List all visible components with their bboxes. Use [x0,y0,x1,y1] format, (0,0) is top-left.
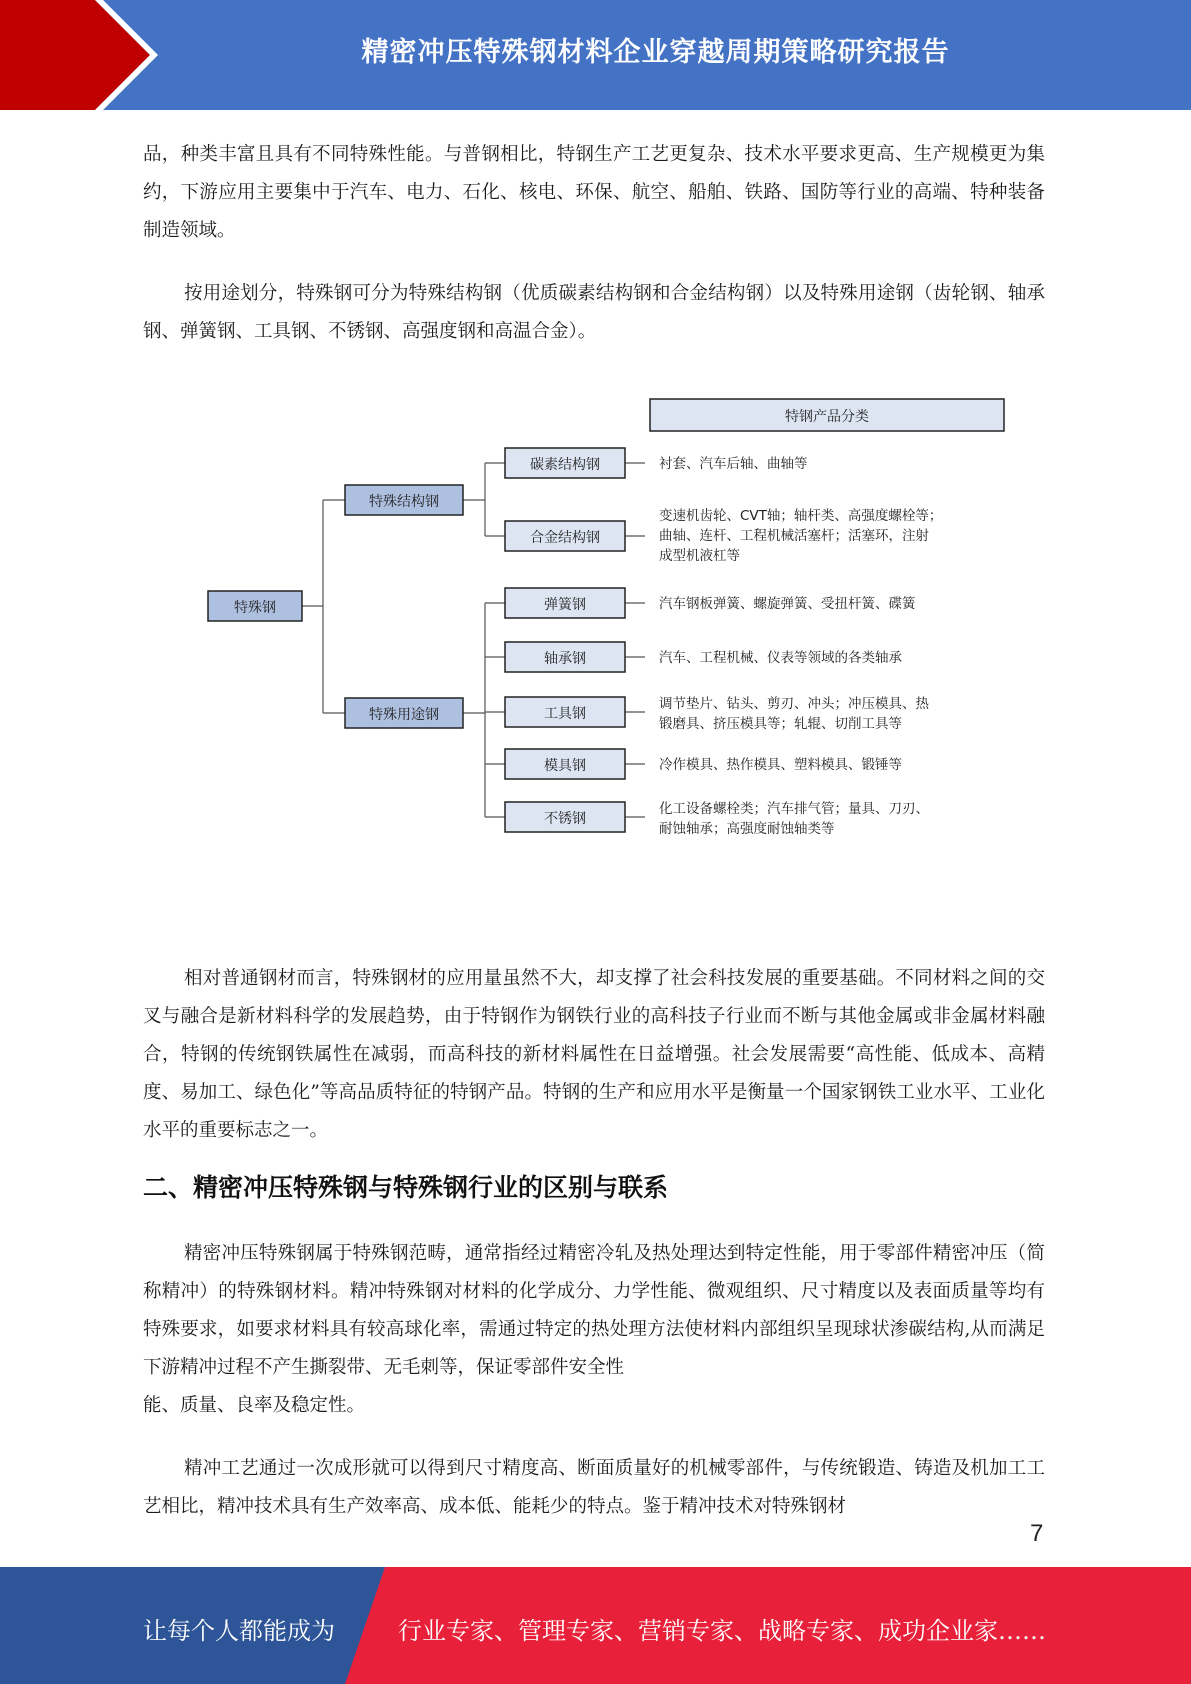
paragraph-4: 精密冲压特殊钢属于特殊钢范畴，通常指经过精密冷轧及热处理达到特定性能，用于零部件精密冲压（简称精冲）的特殊钢材料。精冲特殊钢对材料的化学成分、力学性能、微观组织、尺寸精度以及表面质量等均有特殊要求，如要求材料具有较高球化率，需通过特定的热处理方法使材料内部组织呈现球状渗碳结构,从而满足下游精冲过程不产生撕裂带、无毛刺等，保证零部件安全性 [143,1243,1045,1378]
desc-die-steel: 冷作模具、热作模具、塑料模具、锻锤等 [659,757,902,773]
header-band [0,0,1191,110]
desc-stainless-steel-line-2: 耐蚀轴承；高强度耐蚀轴类等 [659,821,835,837]
desc-alloy-steel-line-3: 成型机液杠等 [659,548,740,564]
paragraph-4-end: 能、质量、良率及稳定性。 [143,1395,366,1416]
desc-stainless-steel-line-1: 化工设备螺栓类；汽车排气管；量具、刀刃、 [659,801,929,817]
node-stainless-steel [505,802,625,832]
node-spring-steel [505,588,625,618]
paragraph-1: 品，种类丰富且具有不同特殊性能。与普钢相比，特钢生产工艺更复杂、技术水平要求更高、生产规模更为集约，下游应用主要集中于汽车、电力、石化、核电、环保、航空、船舶、铁路、国防等行业的高端、特种装备制造领域。 [143,144,1045,241]
node-die-steel-label: 模具钢 [544,758,586,774]
node-stainless-steel-label: 不锈钢 [544,811,586,827]
application-descriptions [659,456,942,837]
section-heading: 二、精密冲压特殊钢与特殊钢行业的区别与联系 [143,1173,669,1202]
steel-classification-diagram [195,390,1015,840]
legend-label: 特钢产品分类 [785,409,869,425]
node-carbon-steel-label: 碳素结构钢 [530,457,600,473]
desc-bearing-steel: 汽车、工程机械、仪表等领域的各类轴承 [659,650,902,666]
footer-slogan-left: 让每个人都能成为 [143,1617,335,1645]
paragraph-2: 按用途划分，特殊钢可分为特殊结构钢（优质碳素结构钢和合金结构钢）以及特殊用途钢（齿轮钢、轴承钢、弹簧钢、工具钢、不锈钢、高强度钢和高温合金）。 [143,283,1045,342]
node-tool-steel [505,697,625,727]
footer-band [0,1567,1191,1684]
header-red-arrow [0,0,150,110]
paragraph-5: 精冲工艺通过一次成形就可以得到尺寸精度高、断面质量好的机械零部件，与传统锻造、铸造及机加工工艺相比，精冲技术具有生产效率高、成本低、能耗少的特点。鉴于精冲技术对特殊钢材 [143,1458,1045,1517]
desc-tool-steel-line-1: 调节垫片、钻头、剪刃、冲头；冲压模具、热 [659,696,929,712]
node-spring-steel-label: 弹簧钢 [544,597,586,613]
node-structural-steel-label: 特殊结构钢 [369,494,439,510]
footer-slogan-right: 行业专家、管理专家、营销专家、战略专家、成功企业家…… [398,1617,1046,1645]
node-bearing-steel [505,642,625,672]
node-carbon-steel [505,448,625,478]
node-tool-steel-label: 工具钢 [544,706,586,722]
node-die-steel [505,749,625,779]
desc-carbon-steel: 衬套、汽车后轴、曲轴等 [659,456,808,472]
report-title: 精密冲压特殊钢材料企业穿越周期策略研究报告 [361,37,950,68]
desc-tool-steel-line-2: 锻磨具、挤压模具等；轧辊、切削工具等 [659,716,902,732]
node-bearing-steel-label: 轴承钢 [544,651,586,667]
node-root-label: 特殊钢 [234,600,276,616]
node-special-purpose-steel-label: 特殊用途钢 [369,707,439,723]
desc-spring-steel: 汽车钢板弹簧、螺旋弹簧、受扭杆簧、碟簧 [659,596,916,612]
desc-alloy-steel-line-2: 曲轴、连杆、工程机械活塞杆；活塞环，注射 [659,528,929,544]
node-alloy-steel-label: 合金结构钢 [530,530,600,546]
node-alloy-steel [505,521,625,551]
page-number: 7 [1030,1520,1044,1547]
desc-alloy-steel-line-1: 变速机齿轮、CVT轴；轴杆类、高强度螺栓等； [659,508,943,524]
paragraph-3: 相对普通钢材而言，特殊钢材的应用量虽然不大，却支撑了社会科技发展的重要基础。不同材料之间的交叉与融合是新材料科学的发展趋势，由于特钢作为钢铁行业的高科技子行业而不断与其他金属或非金属材料融合，特钢的传统钢铁属性在减弱，而高科技的新材料属性在日益增强。社会发展需要“高性能、低成本、高精度、易加工、绿色化”等高品质特征的特钢产品。特钢的生产和应用水平是衡量一个国家钢铁工业水平、工业化水平的重要标志之一。 [143,968,1045,1141]
